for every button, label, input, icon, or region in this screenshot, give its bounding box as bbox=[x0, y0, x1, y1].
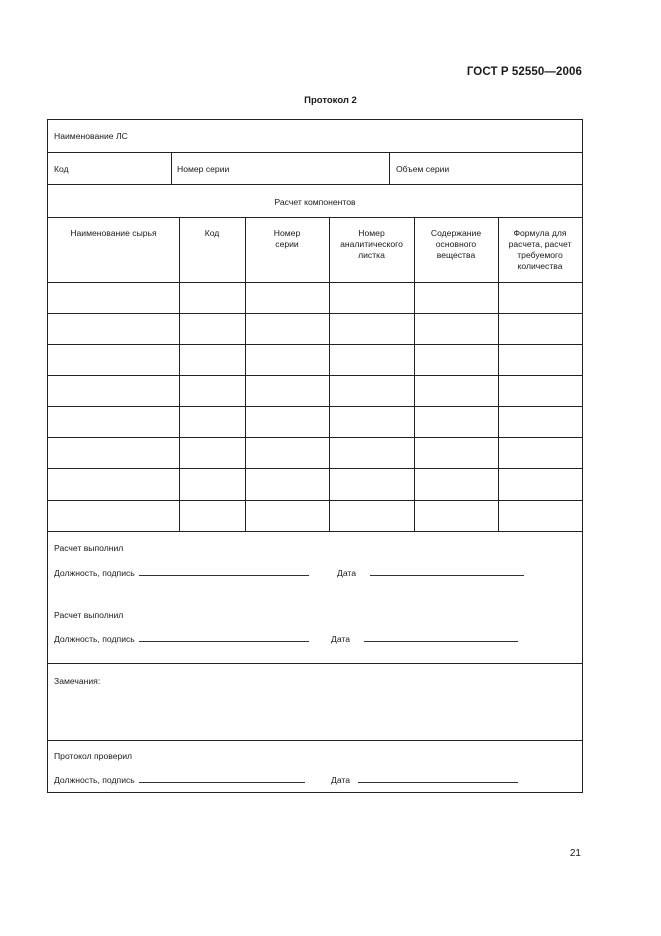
position-signature-label: Должность, подпись bbox=[54, 568, 135, 578]
divider bbox=[48, 152, 582, 153]
position-signature-label: Должность, подпись bbox=[54, 634, 135, 644]
signature-field bbox=[139, 773, 305, 783]
table-row bbox=[48, 313, 582, 314]
divider bbox=[48, 740, 582, 741]
table-row bbox=[48, 468, 582, 469]
divider bbox=[171, 152, 172, 184]
signature-field bbox=[139, 566, 309, 576]
col-header-analytical-sheet: Номер аналитического листка bbox=[340, 228, 403, 260]
series-number-label: Номер серии bbox=[177, 164, 230, 174]
table-row bbox=[48, 344, 582, 345]
signature-field bbox=[139, 632, 309, 642]
signature-line-2 bbox=[54, 632, 309, 645]
table-row bbox=[48, 375, 582, 376]
date-field bbox=[358, 773, 518, 783]
date-line-1 bbox=[337, 566, 524, 579]
date-label: Дата bbox=[331, 775, 351, 785]
calc-components-heading: Расчет компонентов bbox=[274, 197, 356, 207]
standard-number: ГОСТ Р 52550—2006 bbox=[466, 66, 582, 78]
table-row bbox=[48, 437, 582, 438]
signature-line-3 bbox=[54, 773, 305, 786]
col-header-code: Код bbox=[204, 228, 220, 238]
divider bbox=[48, 184, 582, 185]
signature-line-1 bbox=[54, 566, 309, 579]
table-row bbox=[48, 406, 582, 407]
divider bbox=[48, 217, 582, 218]
column-divider bbox=[245, 217, 246, 531]
date-line-2 bbox=[331, 632, 518, 645]
page-number: 21 bbox=[569, 848, 581, 859]
col-header-series-number: Номер серии bbox=[273, 228, 301, 249]
remarks-label: Замечания: bbox=[54, 676, 101, 686]
date-field bbox=[364, 632, 518, 642]
calc-performed-title-2: Расчет выполнил bbox=[54, 610, 124, 620]
date-label: Дата bbox=[337, 568, 357, 578]
date-label: Дата bbox=[331, 634, 351, 644]
divider bbox=[48, 663, 582, 664]
code-label: Код bbox=[54, 164, 69, 174]
date-field bbox=[370, 566, 524, 576]
protocol-checked-title: Протокол проверил bbox=[54, 751, 133, 761]
calc-performed-title-1: Расчет выполнил bbox=[54, 543, 124, 553]
column-divider bbox=[414, 217, 415, 531]
col-header-formula: Формула для расчета, расчет требуемого количества bbox=[508, 228, 572, 271]
drug-name-label: Наименование ЛС bbox=[54, 131, 128, 141]
protocol-title: Протокол 2 bbox=[304, 95, 357, 106]
table-row bbox=[48, 500, 582, 501]
position-signature-label: Должность, подпись bbox=[54, 775, 135, 785]
col-header-main-substance: Содержание основного вещества bbox=[430, 228, 482, 260]
table-row bbox=[48, 531, 582, 532]
column-divider bbox=[498, 217, 499, 531]
column-divider bbox=[179, 217, 180, 531]
divider bbox=[48, 282, 582, 283]
col-header-raw-material: Наименование сырья bbox=[70, 228, 157, 238]
series-volume-label: Объем серии bbox=[396, 164, 450, 174]
column-divider bbox=[329, 217, 330, 531]
date-line-3 bbox=[331, 773, 518, 786]
protocol-form bbox=[47, 119, 583, 793]
divider bbox=[389, 152, 390, 184]
